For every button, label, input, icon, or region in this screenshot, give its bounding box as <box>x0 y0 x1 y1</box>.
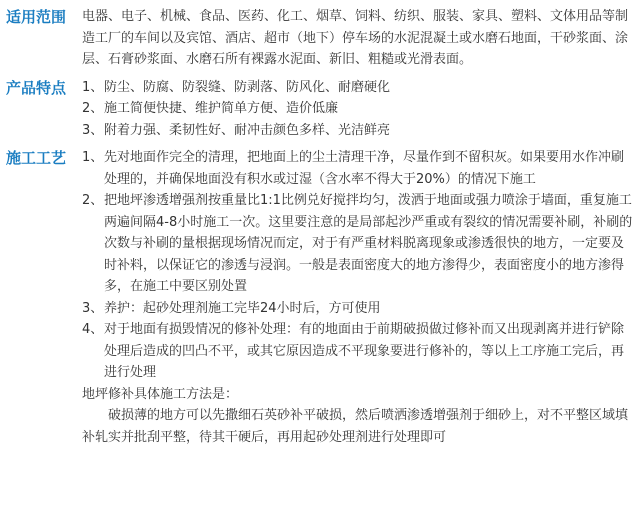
feature-number: 3、 <box>82 122 104 138</box>
process-step <box>82 147 633 190</box>
step-number: 1、 <box>82 150 104 165</box>
feature-item <box>82 98 633 120</box>
features-label: 产品特点 <box>6 78 67 97</box>
step-text: 对于地面有损毁情况的修补处理：有的地面由于前期破损做过修补而又出现剥离并进行铲除处理后造成的凹凸不平，或其它原因造成不平现象要进行修补的，等以上工序施工完后，再进行处理 <box>104 322 625 380</box>
repair-heading: 地坪修补具体施工方法是： <box>82 386 239 402</box>
step-number: 4、 <box>82 322 104 337</box>
process-step <box>82 190 633 298</box>
process-step <box>82 319 633 384</box>
feature-text: 施工简便快捷、维护简单方便、造价低廉 <box>104 101 339 116</box>
repair-text: 破损薄的地方可以先撒细石英砂补平破损，然后喷洒渗透增强剂于细砂上，对不平整区域填补轧实并批刮平整，待其干硬后，再用起砂处理剂进行处理即可 <box>82 408 629 445</box>
feature-number: 2、 <box>82 101 104 116</box>
feature-text: 附着力强、柔韧性好、耐冲击颜色多样、光洁鲜亮 <box>104 122 391 138</box>
feature-item <box>82 120 633 142</box>
process-label: 施工工艺 <box>6 149 67 167</box>
step-number: 2、 <box>82 193 104 208</box>
scope-label: 适用范围 <box>6 8 67 26</box>
step-text: 把地坪渗透增强剂按重量比1:1比例兑好搅拌均匀，泼洒于地面或强力喷涂于墙面，重复施工两遍间隔4-8小时施工一次。这里要注意的是局部起沙严重或有裂纹的情况需要补刷，补刷的次数与补刷的量根据现场情况而定，对于有严重材料脱离现象或渗透很快的地方，一定要及时补料，以保证它的渗透与浸润。一般是表面密度大的地方渗得少，表面密度小的地方渗得多，在施工中要区别处置 <box>104 193 633 294</box>
process-section <box>6 147 633 448</box>
step-text: 养护：起砂处理剂施工完毕24小时后，方可使用 <box>104 300 381 316</box>
feature-text: 防尘、防腐、防裂缝、防剥落、防风化、耐磨硬化 <box>104 79 391 95</box>
scope-text: 电器、电子、机械、食品、医药、化工、烟草、饲料、纺织、服装、家具、塑料、文体用品等制造工厂的车间以及宾馆、酒店、超市（地下）停车场的水泥混凝土或水磨石地面，干砂浆面、涂层、石膏砂浆面、水磨石所有裸露水泥面、新旧、粗糙或光滑表面。 <box>82 9 629 67</box>
step-number: 3、 <box>82 300 104 316</box>
features-section <box>6 77 633 142</box>
process-step <box>82 298 633 320</box>
feature-number: 1、 <box>82 79 104 95</box>
feature-item <box>82 77 633 99</box>
scope-section <box>6 6 633 71</box>
step-text: 先对地面作完全的清理，把地面上的尘土清理干净，尽量作到不留积灰。如果要用水作冲刷处理的，并确保地面没有积水或过湿（含水率不得大于20%）的情况下施工 <box>104 150 625 187</box>
